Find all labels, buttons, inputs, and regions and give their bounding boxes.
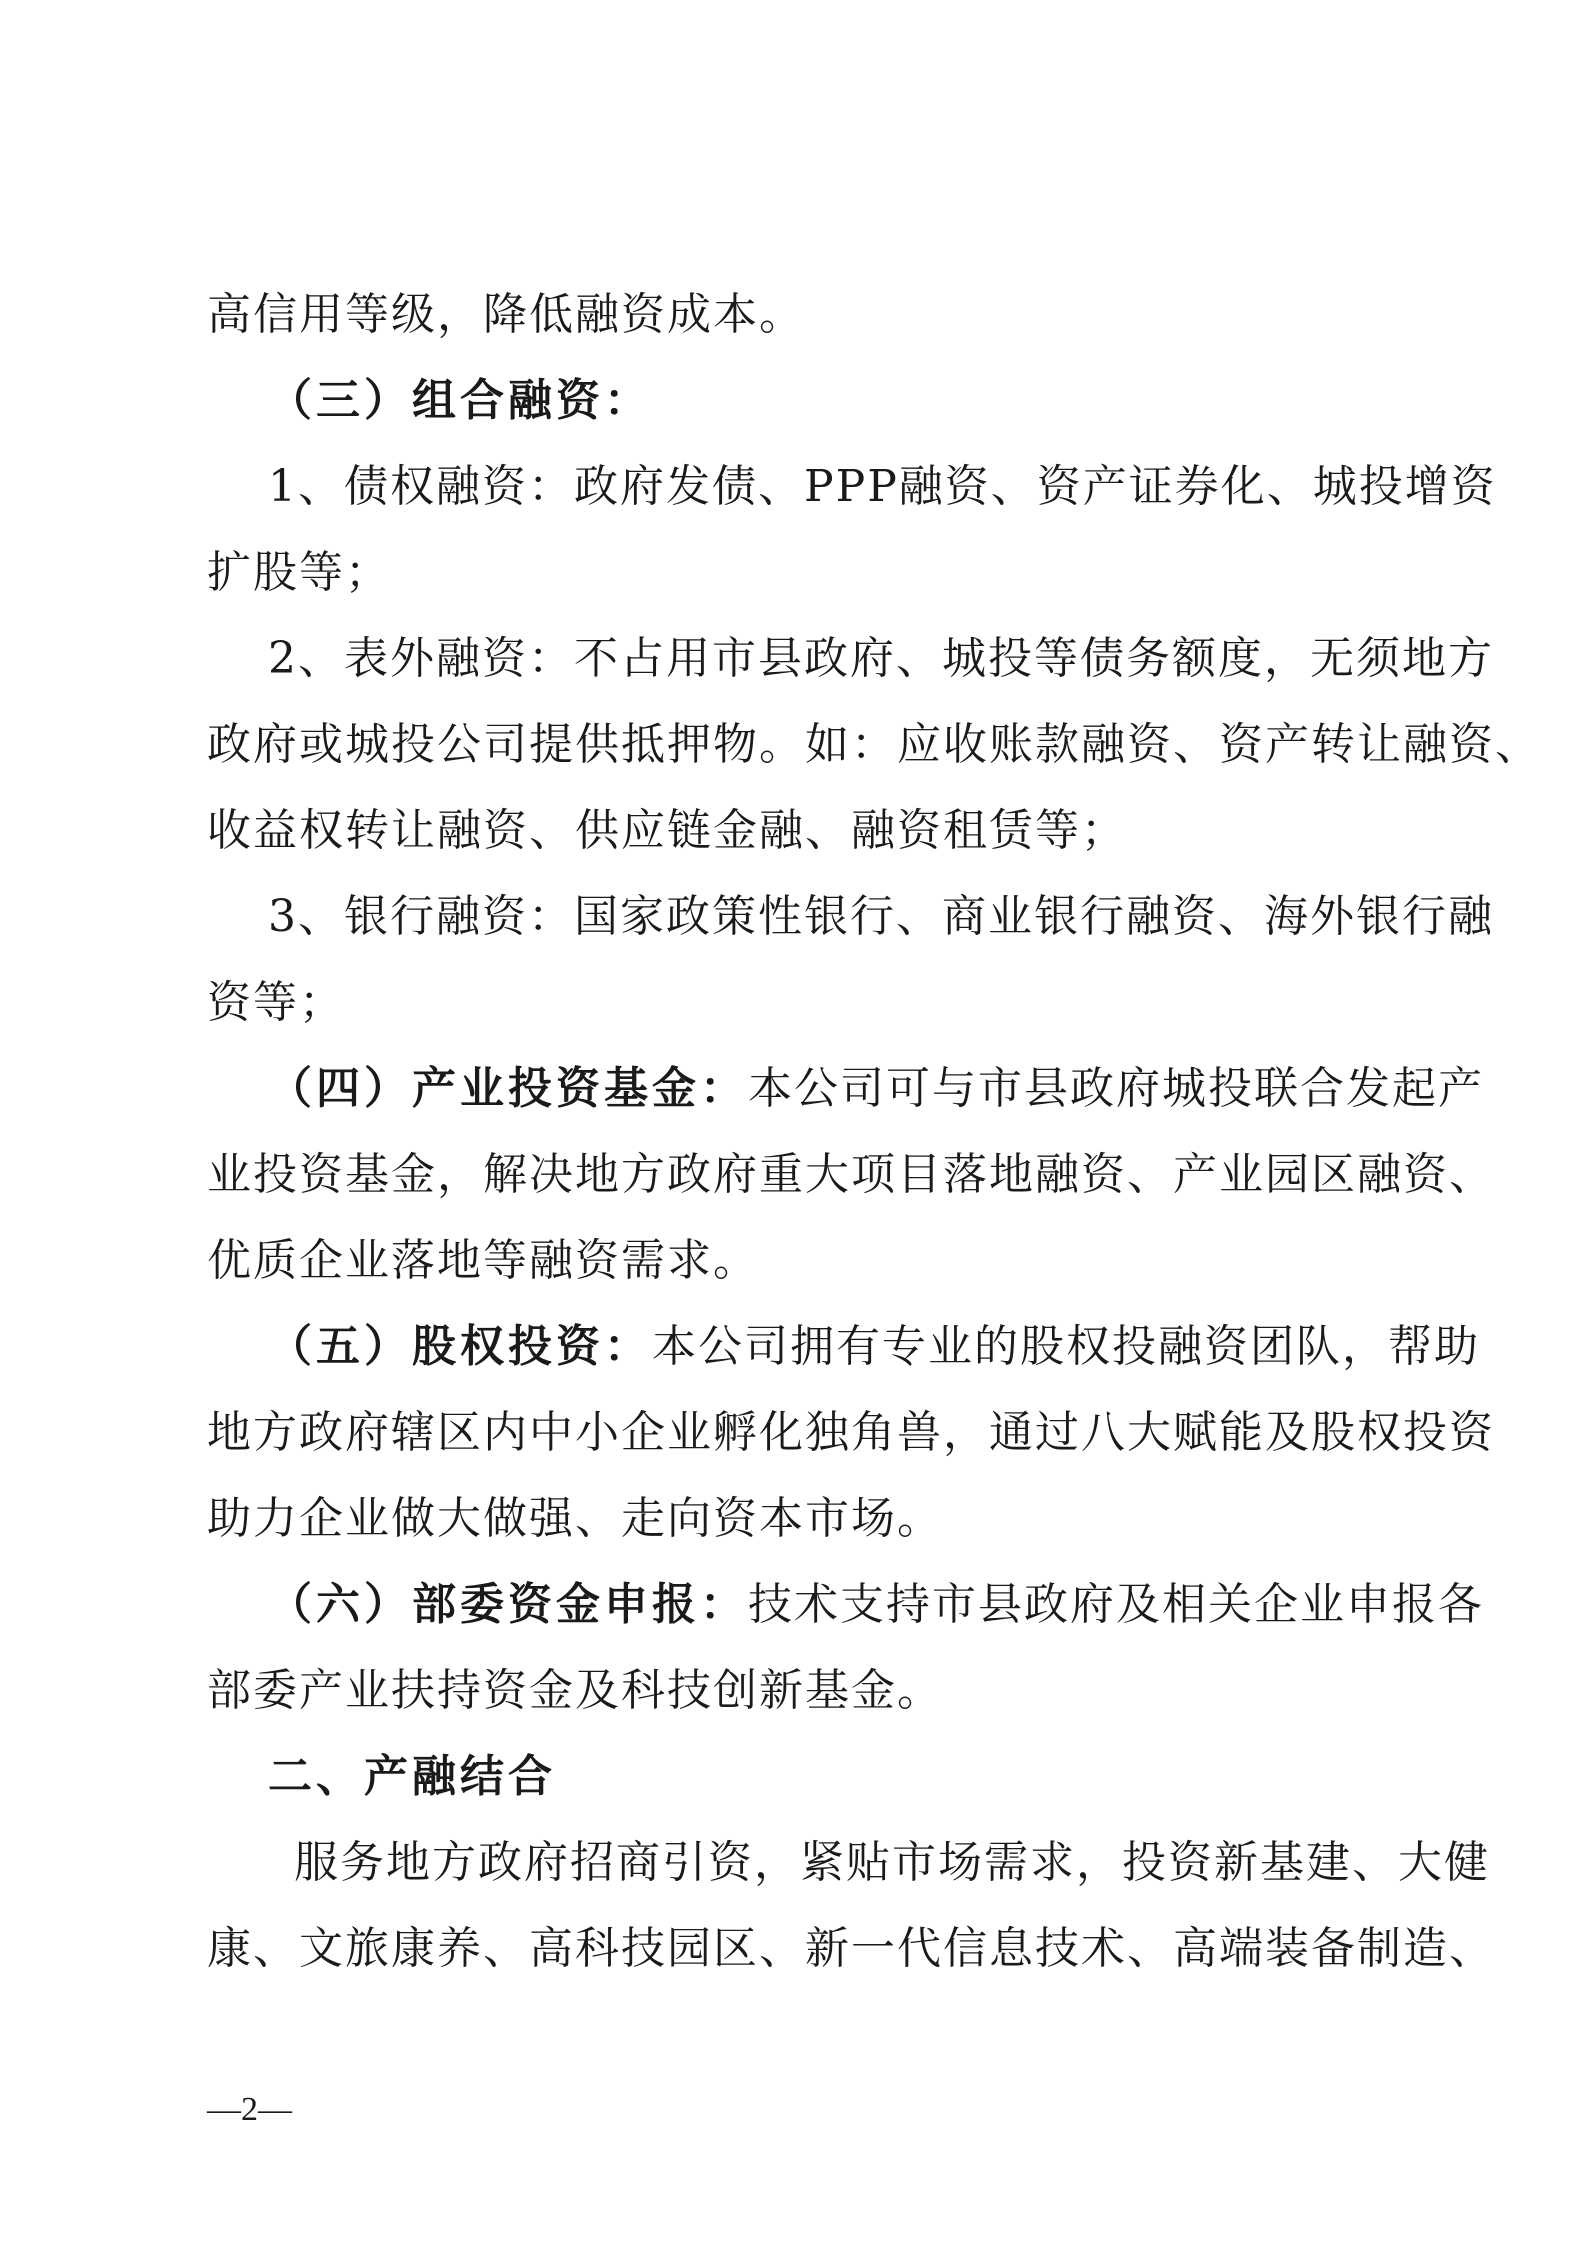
section-heading: （三）组合融资： — [268, 375, 652, 426]
paragraph-line: 康、文旅康养、高科技园区、新一代信息技术、高端装备制造、 — [207, 1923, 1495, 1974]
list-item-line: 2、表外融资：不占用市县政府、城投等债务额度，无须地方 — [268, 633, 1494, 684]
paragraph-line: 业投资基金，解决地方政府重大项目落地融资、产业园区融资、 — [207, 1149, 1495, 1200]
section-heading: 二、产融结合 — [268, 1751, 556, 1802]
paragraph-line: 优质企业落地等融资需求。 — [207, 1235, 759, 1286]
inline-heading: （四）产业投资基金： — [268, 1063, 748, 1114]
inline-heading: （五）股权投资： — [268, 1321, 652, 1372]
paragraph-text: 本公司可与市县政府城投联合发起产 — [748, 1063, 1484, 1114]
page-number: —2— — [207, 2091, 292, 2128]
list-item-line: 3、银行融资：国家政策性银行、商业银行融资、海外银行融 — [268, 891, 1494, 942]
paragraph-line — [268, 1059, 1484, 1119]
paragraph-line — [268, 1317, 1480, 1377]
paragraph-text: 本公司拥有专业的股权投融资团队，帮助 — [652, 1321, 1480, 1372]
list-item-line: 扩股等； — [207, 547, 391, 598]
paragraph-line: 部委产业扶持资金及科技创新基金。 — [207, 1665, 943, 1716]
list-item-line: 资等； — [207, 977, 345, 1028]
paragraph-line: 服务地方政府招商引资，紧贴市场需求，投资新基建、大健 — [294, 1837, 1490, 1888]
list-item-line: 政府或城投公司提供抵押物。如：应收账款融资、资产转让融资、 — [207, 719, 1541, 770]
paragraph-line: 地方政府辖区内中小企业孵化独角兽，通过八大赋能及股权投资 — [207, 1407, 1495, 1458]
paragraph-line: 助力企业做大做强、走向资本市场。 — [207, 1493, 943, 1544]
paragraph-line: 高信用等级，降低融资成本。 — [207, 289, 805, 340]
list-item-line: 收益权转让融资、供应链金融、融资租赁等； — [207, 805, 1127, 856]
list-item-line: 1、债权融资：政府发债、PPP融资、资产证券化、城投增资 — [268, 461, 1497, 512]
paragraph-line — [268, 1575, 1484, 1635]
paragraph-text: 技术支持市县政府及相关企业申报各 — [748, 1579, 1484, 1630]
inline-heading: （六）部委资金申报： — [268, 1579, 748, 1630]
